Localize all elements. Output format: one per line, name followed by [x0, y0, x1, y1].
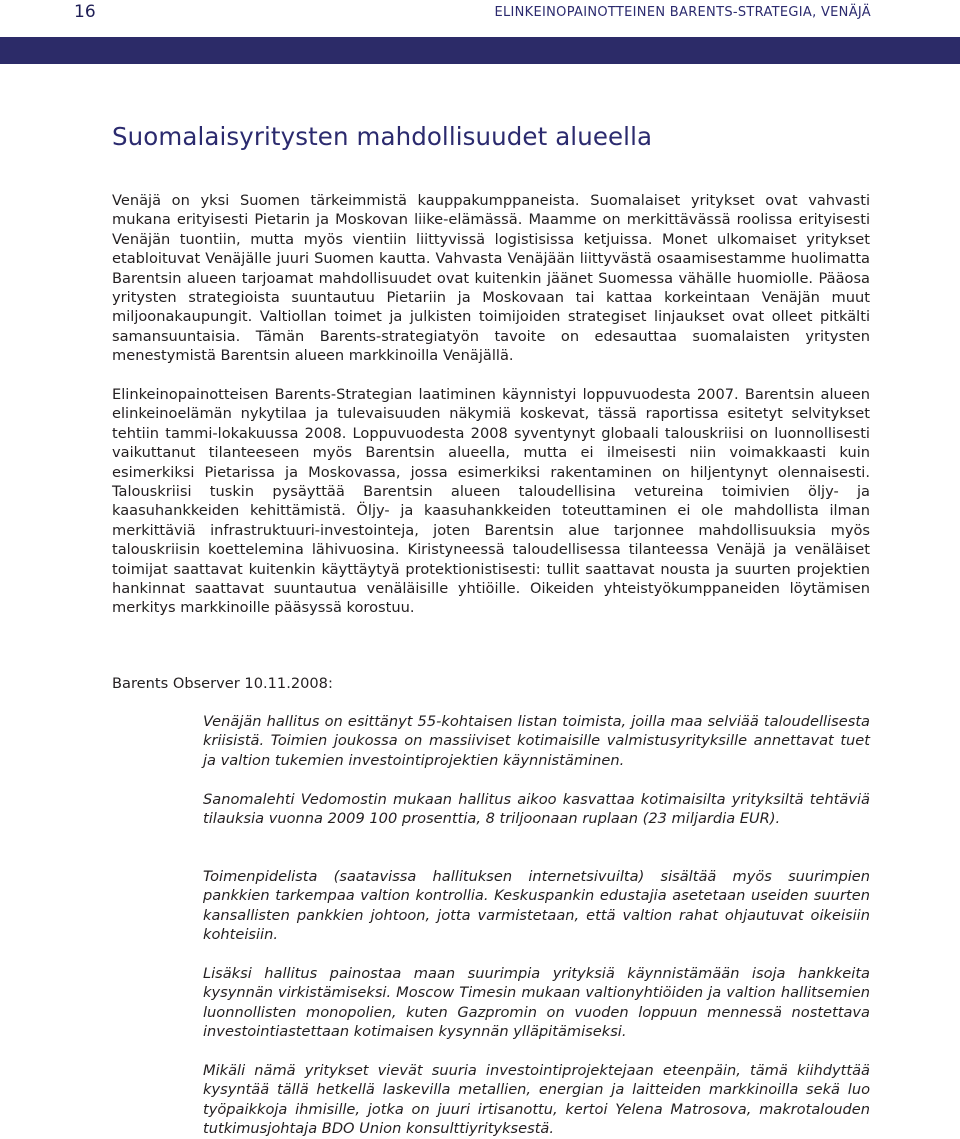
- body-paragraph-2: Elinkeinopainotteisen Barents-Strategian laatiminen käynnistyi loppuvuodesta 2007. Barentsin alueen elinkeinoelämän nykytilaa ja tulevaisuuden näkymiä koskevat, tässä raportissa esitetyt selvitykset tehtiin tammi-lokakuussa 2008. Loppuvuodesta 2008 syventynyt globaali talouskriisi on luonnollisesti vaikuttanut tilanteeseen myös Barentsin alueella, mutta ei ilmeisesti niin voimakkaasti kuin esimerkiksi Pietarissa ja Moskovassa, jossa esimerkiksi rakentaminen on hiljentynyt olennaisesti. Talouskriisi tuskin pysäyttää Barentsin alueen taloudellisina vetureina toimivien öljy- ja kaasuhankkeiden kehittämistä. Öljy- ja kaasuhankkeiden toteuttaminen ei ole mahdollista ilman merkittäviä infrastruktuuri-investointeja, joten Barentsin alue tarjonnee mahdollisuuksia myös talouskriisin koettelemina lähivuosina. Kiristyneessä taloudellisessa tilanteessa Venäjä ja venäläiset toimijat saattavat kuitenkin käyttäytyä protektionistisesti: tullit saattavat nousta ja suurten projektien hankinnat saattavat suuntautua venäläisille yhtiöille. Oikeiden yhteistyökumppaneiden löytämisen merkitys markkinoille pääsyssä korostuu.: [112, 386, 870, 617]
- header-bar: [0, 37, 960, 64]
- quote-paragraph-2: Sanomalehti Vedomostin mukaan hallitus aikoo kasvattaa kotimaisilta yrityksiltä tehtäviä tilauksia vuonna 2009 100 prosenttia, 8 triljoonaan ruplaan (23 miljardia EUR).: [203, 791, 870, 828]
- page-header: [0, 0, 960, 36]
- source-label: Barents Observer 10.11.2008:: [112, 675, 333, 692]
- page-number: 16: [74, 2, 96, 22]
- section-title: Suomalaisyritysten mahdollisuudet alueella: [112, 122, 653, 151]
- quote-paragraph-1: Venäjän hallitus on esittänyt 55-kohtaisen listan toimista, joilla maa selviää taloudellisesta kriisistä. Toimien joukossa on massiiviset kotimaisille valmistusyrityksille annettavat tuet ja valtion tukemien investointiprojektien käynnistäminen.: [203, 713, 870, 769]
- quote-paragraph-4: Lisäksi hallitus painostaa maan suurimpia yrityksiä käynnistämään isoja hankkeita kysynnän virkistämiseksi. Moscow Timesin mukaan valtionyhtiöiden ja valtion hallitsemien luonnollisten monopolien, kuten Gazpromin on vuoden loppuun mennessä nostettava investointiastettaan kotimaisen kysynnän ylläpitämiseksi.: [203, 965, 870, 1041]
- running-title: ELINKEINOPAINOTTEINEN BARENTS-STRATEGIA, VENÄJÄ: [494, 5, 871, 20]
- body-paragraph-1: Venäjä on yksi Suomen tärkeimmistä kauppakumppaneista. Suomalaiset yritykset ovat vahvasti mukana erityisesti Pietarin ja Moskovan liike-elämässä. Maamme on merkittävässä roolissa erityisesti Venäjän tuontiin, mutta myös vientiin liittyvissä logistisissa ketjuissa. Monet ulkomaiset yritykset etabloituvat Venäjälle juuri Suomen kautta. Vahvasta Venäjään liittyvästä osaamisestamme huolimatta Barentsin alueen tarjoamat mahdollisuudet ovat kuitenkin jäänet Suomessa vähälle huomiolle. Pääosa yritysten strategioista suuntautuu Pietariin ja Moskovaan tai kattaa korkeintaan Venäjän muut miljoonakaupungit. Valtiollan toimet ja julkisten toimijoiden strategiset linjaukset ovat olleet pitkälti samansuuntaisia. Tämän Barents-strategiatyön tavoite on edesauttaa suomalaisten yritysten menestymistä Barentsin alueen markkinoilla Venäjällä.: [112, 192, 870, 365]
- quote-paragraph-5: Mikäli nämä yritykset vievät suuria investointiprojektejaan eteenpäin, tämä kiihdyttää kysyntää tällä hetkellä laskevilla metallien, energian ja laitteiden markkinoilla sekä luo työpaikkoja ihmisille, jotka on juuri irtisanottu, kertoi Yelena Matrosova, makrotalouden tutkimusjohtaja BDO Union konsulttiyrityksestä.: [203, 1062, 870, 1138]
- quote-paragraph-3: Toimenpidelista (saatavissa hallituksen internetsivuilta) sisältää myös suurimpien pankkien tarkempaa valtion kontrollia. Keskuspankin edustajia asetetaan useiden suurten kansallisten pankkien johtoon, jotta varmistetaan, että valtion rahat ohjautuvat oikeisiin kohteisiin.: [203, 868, 870, 944]
